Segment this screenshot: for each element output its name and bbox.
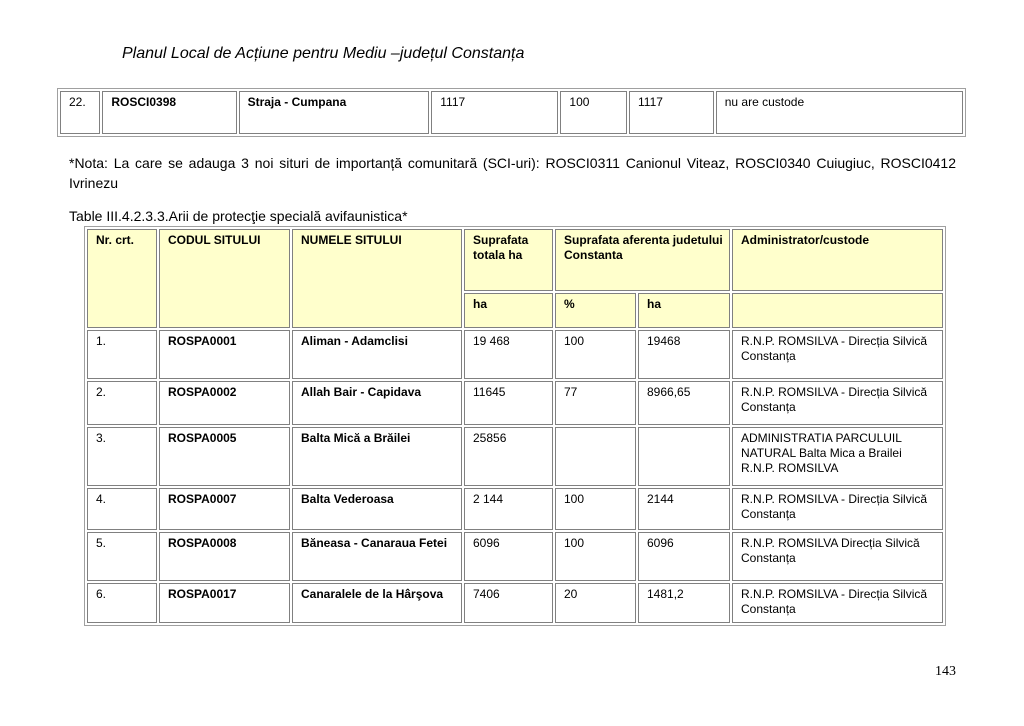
cell-total: 6096 <box>464 532 553 581</box>
sci-cell-code: ROSCI0398 <box>102 91 236 134</box>
cell-code: ROSPA0005 <box>159 427 290 486</box>
cell-administrator: R.N.P. ROMSILVA - Direcția Silvică Constanța <box>732 583 943 623</box>
sci-cell-total: 1117 <box>431 91 558 134</box>
cell-name: Aliman - Adamclisi <box>292 330 462 379</box>
cell-code: ROSPA0017 <box>159 583 290 623</box>
cell-total: 7406 <box>464 583 553 623</box>
cell-percent: 100 <box>555 532 636 581</box>
cell-name: Balta Mică a Brăilei <box>292 427 462 486</box>
cell-nr: 4. <box>87 488 157 530</box>
header-county-area: Suprafata aferenta judetului Constanta <box>555 229 730 291</box>
cell-name: Balta Vederoasa <box>292 488 462 530</box>
cell-county-ha: 6096 <box>638 532 730 581</box>
sci-continuation-table <box>57 88 966 137</box>
note-paragraph: *Nota: La care se adauga 3 noi situri de importanță comunitară (SCI-uri): ROSCI0311 Canionul Viteaz, ROSCI0340 Cuiugiuc, ROSCI0412 Ivrinezu <box>69 155 956 191</box>
page-number: 143 <box>935 664 956 679</box>
header-unit-ha: ha <box>464 293 553 328</box>
page-header-title: Planul Local de Acțiune pentru Mediu –județul Constanța <box>122 45 525 62</box>
cell-code: ROSPA0008 <box>159 532 290 581</box>
sci-cell-custodian: nu are custode <box>716 91 963 134</box>
sci-cell-nr: 22. <box>60 91 100 134</box>
sci-cell-name: Straja - Cumpana <box>239 91 430 134</box>
cell-total: 11645 <box>464 381 553 425</box>
sci-cell-county-ha: 1117 <box>629 91 714 134</box>
cell-total: 19 468 <box>464 330 553 379</box>
cell-county-ha: 1481,2 <box>638 583 730 623</box>
cell-nr: 1. <box>87 330 157 379</box>
header-unit-percent: % <box>555 293 636 328</box>
cell-administrator: ADMINISTRATIA PARCULUIL NATURAL Balta Mica a Brailei R.N.P. ROMSILVA <box>732 427 943 486</box>
header-unit-empty <box>732 293 943 328</box>
cell-percent: 20 <box>555 583 636 623</box>
table-row <box>87 427 943 486</box>
table-row <box>87 532 943 581</box>
cell-administrator: R.N.P. ROMSILVA - Direcția Silvică Constanța <box>732 488 943 530</box>
cell-code: ROSPA0002 <box>159 381 290 425</box>
cell-percent: 100 <box>555 488 636 530</box>
cell-code: ROSPA0007 <box>159 488 290 530</box>
table-row <box>87 583 943 623</box>
cell-total: 25856 <box>464 427 553 486</box>
cell-county-ha <box>638 427 730 486</box>
cell-name: Băneasa - Canaraua Fetei <box>292 532 462 581</box>
cell-name: Canaralele de la Hârşova <box>292 583 462 623</box>
cell-nr: 6. <box>87 583 157 623</box>
cell-total: 2 144 <box>464 488 553 530</box>
cell-code: ROSPA0001 <box>159 330 290 379</box>
spa-table <box>84 226 946 626</box>
cell-nr: 5. <box>87 532 157 581</box>
cell-percent: 77 <box>555 381 636 425</box>
table-row <box>87 488 943 530</box>
sci-cell-percent: 100 <box>560 91 627 134</box>
header-administrator: Administrator/custode <box>732 229 943 291</box>
cell-name: Allah Bair - Capidava <box>292 381 462 425</box>
table-row <box>87 381 943 425</box>
table-row <box>87 330 943 379</box>
cell-administrator: R.N.P. ROMSILVA Direcția Silvică Constanța <box>732 532 943 581</box>
table-row <box>60 91 963 134</box>
cell-county-ha: 8966,65 <box>638 381 730 425</box>
cell-county-ha: 19468 <box>638 330 730 379</box>
cell-nr: 3. <box>87 427 157 486</box>
cell-administrator: R.N.P. ROMSILVA - Direcția Silvică Constanța <box>732 330 943 379</box>
cell-percent: 100 <box>555 330 636 379</box>
cell-percent <box>555 427 636 486</box>
header-code: CODUL SITULUI <box>159 229 290 328</box>
header-name: NUMELE SITULUI <box>292 229 462 328</box>
cell-nr: 2. <box>87 381 157 425</box>
table-header-row <box>87 229 943 291</box>
cell-administrator: R.N.P. ROMSILVA - Direcția Silvică Constanța <box>732 381 943 425</box>
cell-county-ha: 2144 <box>638 488 730 530</box>
header-unit-ha-county: ha <box>638 293 730 328</box>
header-nr: Nr. crt. <box>87 229 157 328</box>
table-caption: Table III.4.2.3.3.Arii de protecţie specială avifaunistica* <box>69 208 408 224</box>
header-total-area: Suprafata totala ha <box>464 229 553 291</box>
